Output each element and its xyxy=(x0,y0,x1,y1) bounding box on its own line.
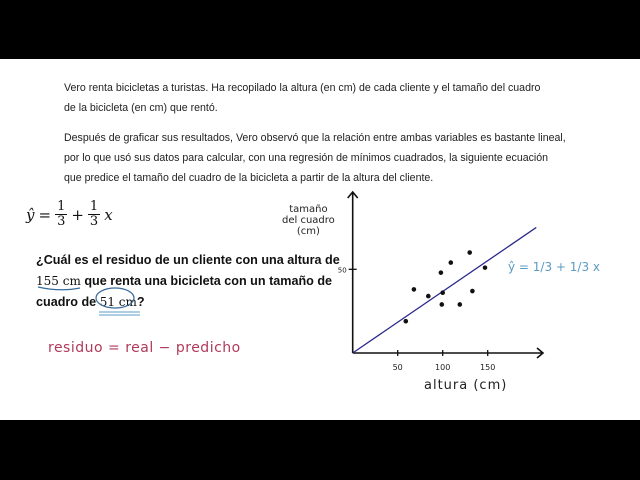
double-underline xyxy=(99,312,140,315)
frame-size-value: 51 cm xyxy=(99,295,137,309)
question-line-1: ¿Cuál es el residuo de un cliente con una altura de xyxy=(36,253,340,267)
data-point xyxy=(458,302,463,307)
regression-line xyxy=(353,227,537,353)
eq-lhs: ŷ xyxy=(26,205,35,224)
y-tick-label: 50 xyxy=(337,266,347,275)
question-mark: ? xyxy=(136,295,145,309)
residual-formula: residuo = real − predicho xyxy=(48,340,241,356)
data-point xyxy=(426,294,431,299)
y-axis-label xyxy=(282,204,335,237)
plus-sign: + xyxy=(71,205,84,224)
denominator: 3 xyxy=(89,214,99,229)
context-line-2: por lo que usó sus datos para calcular, con una regresión de mínimos cuadrados, la siguiente ecuación xyxy=(64,152,549,164)
data-point xyxy=(449,260,454,265)
numerator: 1 xyxy=(57,199,66,214)
data-point xyxy=(483,265,488,270)
axes xyxy=(338,192,543,372)
data-point xyxy=(404,319,409,324)
x-tick-label: 150 xyxy=(480,363,496,372)
x-tick-label: 50 xyxy=(392,363,403,372)
context-line-3: que predice el tamaño del cuadro de la bicicleta a partir de la altura del cliente. xyxy=(64,172,434,184)
denominator: 3 xyxy=(57,214,66,229)
y-axis xyxy=(348,192,358,353)
data-point xyxy=(467,250,472,255)
x-axis xyxy=(353,348,543,358)
data-point xyxy=(440,290,445,295)
data-point xyxy=(412,287,417,292)
context-line-1: Después de graficar sus resultados, Vero observó que la relación entre ambas variables es bastante lineal, xyxy=(64,132,566,144)
circle-annotation xyxy=(96,288,134,308)
question-line-3: cuadro de xyxy=(36,295,100,309)
underline-annotation xyxy=(38,287,80,290)
intro-line-1: Vero renta bicicletas a turistas. Ha recopilado la altura (en cm) de cada cliente y el tamaño del cuadro xyxy=(64,82,541,94)
line-equation-annotation: ŷ = 1/3 + 1/3 x xyxy=(508,260,601,274)
numerator: 1 xyxy=(89,199,99,214)
data-point xyxy=(470,289,475,294)
data-point xyxy=(440,302,445,307)
eq-sign: = xyxy=(38,205,52,224)
height-value: 155 cm xyxy=(36,274,81,288)
data-point xyxy=(439,270,444,275)
y-label-line: tamaño xyxy=(289,204,328,215)
x-tick-label: 100 xyxy=(435,363,451,372)
y-label-line: (cm) xyxy=(296,226,320,237)
y-label-line: del cuadro xyxy=(282,215,335,226)
question-line-2: que renta una bicicleta con un tamaño de xyxy=(80,274,333,288)
x-axis-label: altura (cm) xyxy=(424,378,508,393)
eq-variable: x xyxy=(104,205,113,224)
intro-line-2: de la bicicleta (en cm) que rentó. xyxy=(64,102,218,114)
